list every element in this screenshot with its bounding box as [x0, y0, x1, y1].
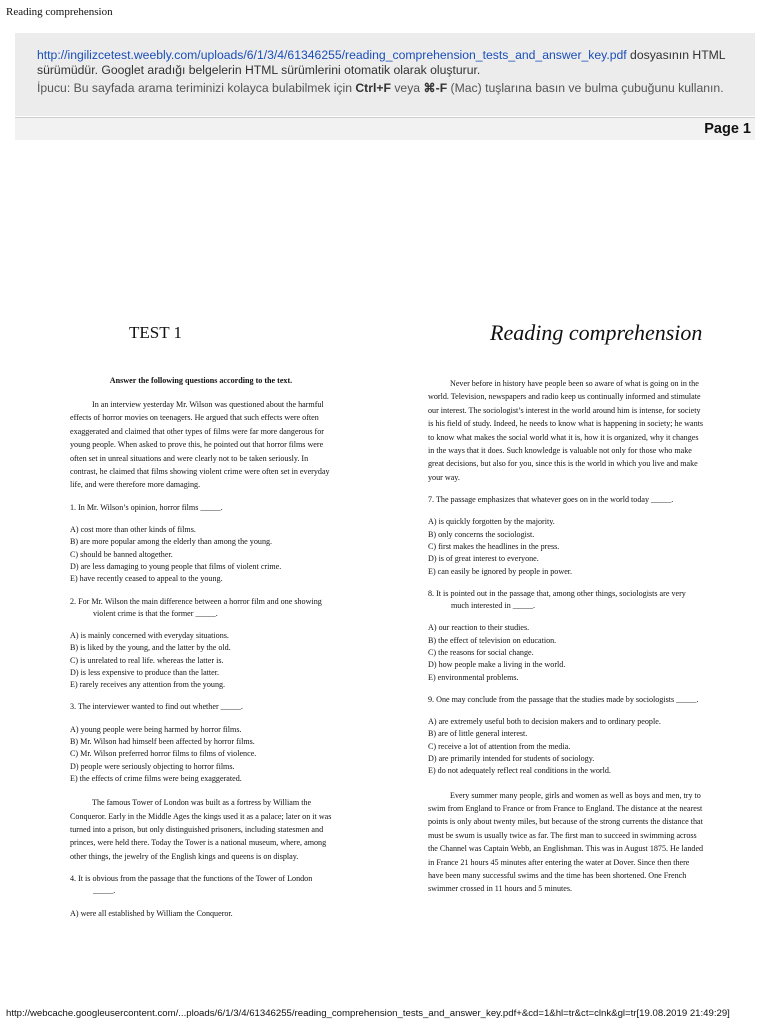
- option: C) Mr. Wilson preferred horror films to films of violence.: [70, 749, 257, 759]
- question-4-options: [70, 908, 332, 920]
- question-9: 9. One may conclude from the passage that the studies made by sociologists _____.: [428, 694, 699, 704]
- cache-notice-rest: dosyasının HTML sürümüdür. Googlet aradığı belgelerin HTML sürümlerini otomatik olarak oluşturur.: [37, 48, 726, 77]
- cache-notice-banner: [15, 33, 755, 116]
- question-8-options: [428, 622, 704, 683]
- option: C) the reasons for social change.: [428, 647, 534, 657]
- option: D) how people make a living in the world.: [428, 660, 566, 670]
- option: C) receive a lot of attention from the media.: [428, 741, 571, 751]
- option: D) are primarily intended for students of sociology.: [428, 753, 595, 763]
- tip-mid: veya: [390, 81, 424, 95]
- option: A) is mainly concerned with everyday situations.: [70, 630, 229, 640]
- option: D) are less damaging to young people that films of violent crime.: [70, 561, 282, 571]
- left-column: [70, 376, 332, 920]
- question-4: 4. It is obvious from the passage that the functions of the Tower of London _____.: [70, 874, 313, 896]
- tip-key-ctrl-f: Ctrl+F: [355, 81, 391, 95]
- section-title: Reading comprehension: [490, 320, 703, 345]
- option: A) young people were being harmed by horror films.: [70, 724, 242, 734]
- option: C) first makes the headlines in the press.: [428, 542, 560, 552]
- option: C) should be banned altogether.: [70, 549, 173, 559]
- question-7: 7. The passage emphasizes that whatever goes on in the world today _____.: [428, 495, 674, 505]
- question-1: 1. In Mr. Wilson’s opinion, horror films _____.: [70, 502, 223, 512]
- question-3-options: [70, 724, 332, 785]
- page-title: Reading comprehension: [6, 6, 113, 18]
- option: D) people were seriously objecting to horror films.: [70, 761, 235, 771]
- page-header-bar: [15, 117, 755, 140]
- option: E) rarely receives any attention from the young.: [70, 680, 226, 690]
- question-8: 8. It is pointed out in the passage that, among other things, sociologists are very much interested in _____.: [428, 588, 686, 611]
- question-7-options: [428, 516, 704, 577]
- question-9-options: [428, 716, 704, 777]
- option: B) are of little general interest.: [428, 729, 528, 739]
- option: E) do not adequately reflect real conditions in the world.: [428, 766, 611, 776]
- tip-suffix: (Mac) tuşlarına basın ve bulma çubuğunu kullanın.: [447, 81, 724, 95]
- question-2-options: [70, 630, 332, 691]
- right-column: [428, 377, 704, 896]
- option: E) environmental problems.: [428, 672, 519, 682]
- tip-key-cmd-f: ⌘-F: [423, 81, 448, 95]
- cache-notice-text: [37, 48, 737, 78]
- option: C) is unrelated to real life. whereas the latter is.: [70, 655, 224, 665]
- option: E) have recently ceased to appeal to the young.: [70, 574, 223, 584]
- option: B) Mr. Wilson had himself been affected by horror films.: [70, 736, 255, 746]
- passage-sociology: Never before in history have people been so aware of what is going on in the world. Television, newspapers and radio keep us continually informed and stimulate our interest. The sociologist’s interest in the world around him is intense, for society is his field of study. Indeed, he needs to know what is happening in society; he wants to know what makes the social world what it is, how it is organized, why it changes in the ways that it does. Such knowledge is valuable not only for those who make great decisions, but also for you, since this is the world in which you live and make your way.: [428, 379, 704, 482]
- option: A) cost more than other kinds of films.: [70, 525, 196, 535]
- tip-prefix: İpucu: Bu sayfada arama teriminizi kolayca bulabilmek için: [37, 81, 356, 95]
- option: A) were all established by William the Conqueror.: [70, 908, 233, 918]
- page-number-label: Page 1: [704, 121, 751, 137]
- cache-url-footer: http://webcache.googleusercontent.com/...ploads/6/1/3/4/61346255/reading_comprehension_tests_and_answer_key.pdf+&cd=1&hl=tr&ct=clnk&gl=tr[19.08.2019 21:49:29]: [6, 1008, 730, 1019]
- option: D) is of great interest to everyone.: [428, 554, 539, 564]
- passage-channel-swim: Every summer many people, girls and women as well as boys and men, try to swim from England to France or from France to England. The distance at the nearest points is only about twenty miles, but because of the strong currents the distance that must be swum is usually twice as far. The first man to succeed in swimming across the Channel was Captain Webb, an Englishman. This was in August 1875. He landed in France 21 hours 45 minutes after entering the water at Dover. Since then there have been many successful swims and the time has been shortened. One French swimmer crossed in 11 hours and 5 minutes.: [428, 790, 704, 894]
- option: E) can easily be ignored by people in power.: [428, 566, 573, 576]
- option: B) only concerns the sociologist.: [428, 529, 535, 539]
- option: B) is liked by the young, and the latter by the old.: [70, 643, 231, 653]
- option: D) is less expensive to produce than the latter.: [70, 667, 220, 677]
- source-pdf-link[interactable]: http://ingilizcetest.weebly.com/uploads/6/1/3/4/61346255/reading_comprehension_tests_and_answer_key.pdf: [37, 48, 627, 62]
- option: B) are more popular among the elderly than among the young.: [70, 537, 273, 547]
- option: E) the effects of crime films were being exaggerated.: [70, 773, 242, 783]
- option: A) are extremely useful both to decision makers and to ordinary people.: [428, 717, 661, 727]
- option: B) the effect of television on education.: [428, 635, 557, 645]
- search-tip: [37, 81, 724, 95]
- question-1-options: [70, 524, 332, 585]
- question-2: 2. For Mr. Wilson the main difference between a horror film and one showing violent crime is that the former _____.: [70, 596, 322, 618]
- option: A) our reaction to their studies.: [428, 623, 530, 633]
- test-title: TEST 1: [129, 323, 183, 342]
- question-3: 3. The interviewer wanted to find out whether _____.: [70, 702, 243, 712]
- passage-wilson: In an interview yesterday Mr. Wilson was questioned about the harmful effects of horror movies on teenagers. He argued that such effects were often exaggerated and claimed that other types of films were far more dangerous for young people. When asked to prove this, he pointed out that horror films were often set in unreal situations and were clearly not to be taken seriously. In contrast, he claimed that films showing violent crime were often set in everyday life, and were therefore more damaging.: [70, 400, 330, 490]
- instructions: Answer the following questions according to the text.: [109, 376, 293, 385]
- option: A) is quickly forgotten by the majority.: [428, 517, 555, 527]
- passage-tower: The famous Tower of London was built as a fortress by William the Conqueror. Early in the Middle Ages the kings used it as a palace; later on it was turned into a prison, but only distinguished prisoners, including statesmen and princes, were held there. Today the Tower is a national museum, where, among other things, the jewelry of the English kings and queens is on display.: [70, 798, 332, 861]
